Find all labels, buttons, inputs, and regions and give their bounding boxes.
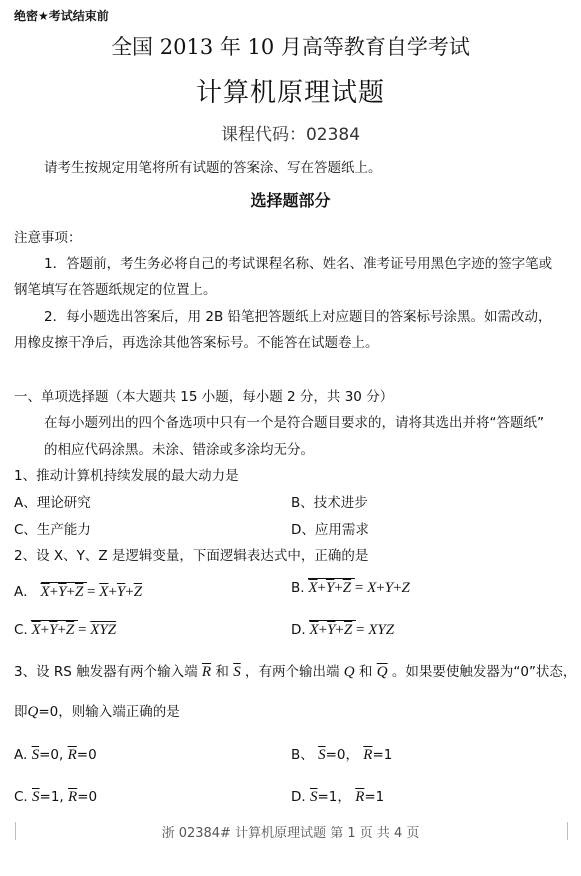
q1-option-c: C、生产能力 (14, 522, 91, 538)
q2-a-label: A． (14, 584, 37, 600)
secret-label: 绝密★考试结束前 (14, 9, 109, 23)
part1-desc-line-2: 的相应代码涂黑。未涂、错涂或多涂均无分。 (44, 442, 314, 458)
q2-c-lhs: $\overline{X}+\overline{Y}+\overline{Z}$ (31, 620, 78, 638)
note-1-line-2: 钢笔填写在答题纸规定的位置上。 (14, 282, 217, 298)
q2-option-c: C. $\overline{X}+\overline{Y}+\overline{Z} = \overline{X}\overline{Y}\overline{Z}$ (14, 622, 117, 638)
q3-stem-line-1: 3、设 RS 触发器有两个输入端 $\overline{R}$ 和 $\overline{S}$ ，有两个输出端 Q 和 $\overline{Q}$ 。如果要使触发器为“0”状态， (14, 664, 577, 680)
q3-stem-line-2: 即Q=0，则输入端正确的是 (14, 704, 180, 720)
q1-option-a: A、理论研究 (14, 495, 91, 511)
q3-option-d: D. $\overline{S}=1$， $\overline{R}=1$ (291, 789, 385, 805)
q2-option-b: B. $\overline{X}+\overline{Y}+\overline{Z} = X+Y+Z$ (291, 580, 410, 596)
section-heading: 选择题部分 (250, 191, 331, 210)
q2-option-d: D. $\overline{X}+\overline{Y}+\overline{Z}$ = XYZ (291, 622, 395, 638)
q2-d-label: D. (291, 622, 306, 638)
q2-d-lhs: $\overline{X}+\overline{Y}+\overline{Z}$ (309, 620, 356, 638)
q3-option-b: B、 $\overline{S}=0$， $\overline{R}=1$ (291, 747, 393, 763)
page-footer: 浙 02384# 计算机原理试题 第 1 页 共 4 页 (161, 826, 420, 841)
notes-title: 注意事项： (14, 230, 82, 246)
q2-b-lhs: $\overline{X}+\overline{Y}+\overline{Z}$ (308, 578, 355, 596)
note-1-line-1: 1．答题前，考生务必将自己的考试课程名称、姓名、准考证号用黑色字迹的签字笔或 (44, 256, 553, 272)
q2-stem: 2、设 X、Y、Z 是逻辑变量，下面逻辑表达式中，正确的是 (14, 548, 369, 564)
q2-option-a: A． $\overline{X}+\overline{Y}+\overline{Z} = \overline{X}+\overline{Y}+\overline{Z}$ (14, 584, 143, 600)
exam-title: 全国 2013 年 10 月高等教育自学考试 (111, 35, 470, 59)
q2-a-lhs: $\overline{X}+\overline{Y}+\overline{Z}$ (41, 582, 88, 600)
q1-option-d: D、应用需求 (291, 522, 369, 538)
part1-desc-line-1: 在每小题列出的四个备选项中只有一个是符合题目要求的，请将其选出并将“答题纸” (44, 415, 544, 431)
q2-b-label: B. (291, 580, 305, 596)
q3-option-a: A. $\overline{S}=0$, $\overline{R}=0$ (14, 747, 97, 763)
q1-stem: 1、推动计算机持续发展的最大动力是 (14, 468, 239, 484)
paper-title: 计算机原理试题 (195, 78, 385, 108)
q3-option-c: C. $\overline{S}=1$, $\overline{R}=0$ (14, 789, 98, 805)
q2-c-label: C. (14, 622, 28, 638)
q1-option-b: B、技术进步 (291, 495, 368, 511)
course-code: 课程代码：02384 (220, 125, 361, 145)
part1-heading: 一、单项选择题（本大题共 15 小题，每小题 2 分，共 30 分） (14, 389, 394, 405)
note-2-line-1: 2．每小题选出答案后，用 2B 铅笔把答题纸上对应题目的答案标号涂黑。如需改动， (44, 309, 552, 325)
note-2-line-2: 用橡皮擦干净后，再选涂其他答案标号。不能答在试题卷上。 (14, 335, 379, 351)
answer-instruction: 请考生按规定用笔将所有试题的答案涂、写在答题纸上。 (44, 160, 382, 176)
